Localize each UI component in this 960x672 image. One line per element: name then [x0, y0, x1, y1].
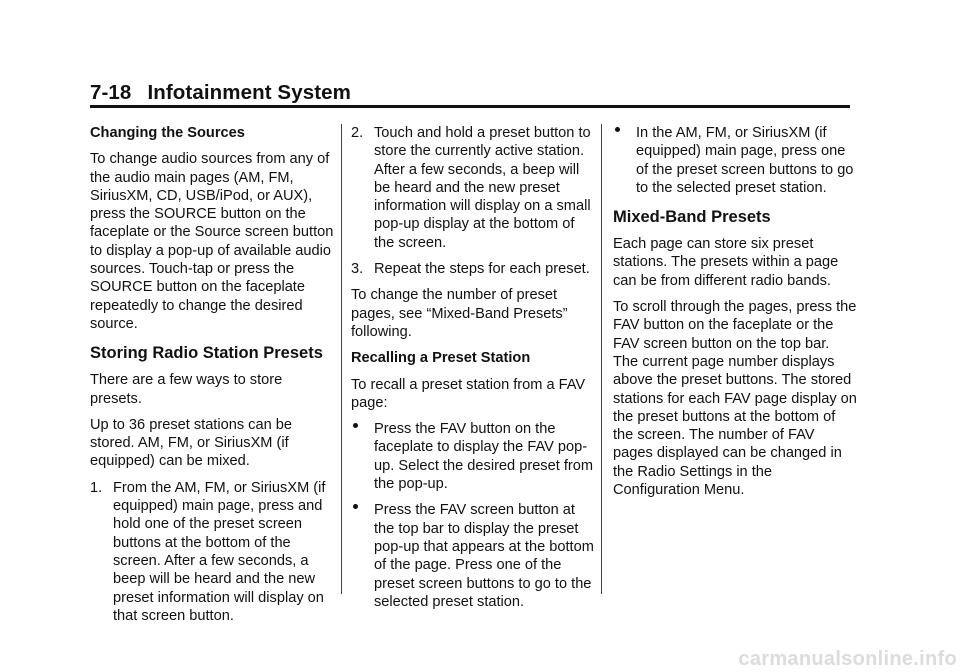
bullet-item — [351, 501, 596, 611]
page-header — [90, 80, 850, 106]
bullet-text: Press the FAV button on the faceplate to display the FAV pop-up. Select the desired preset from the pop-up. — [374, 421, 594, 493]
page-number: 7-18 — [90, 81, 132, 104]
paragraph-preset-count: Up to 36 preset stations can be stored. AM, FM, or SiriusXM (if equipped) can be mixed. — [90, 416, 293, 470]
heading-mixed-band-presets: Mixed-Band Presets — [613, 208, 771, 227]
heading-changing-sources: Changing the Sources — [90, 125, 245, 141]
column-1 — [90, 124, 335, 633]
paragraph-changing-sources: To change audio sources from any of the audio main pages (AM, FM, SiriusXM, CD, USB/iPod, or AUX), press the SOURCE button on the faceplate or the Source screen button to display a pop-up of available audio sources. Touch-tap or press the SOURCE button on the faceplate repeatedly to change the desired source. — [90, 151, 334, 332]
column-divider-right — [601, 124, 602, 594]
paragraph-change-pages: To change the number of preset pages, see “Mixed-Band Presets” following. — [351, 287, 568, 340]
bullet-text: In the AM, FM, or SiriusXM (if equipped) main page, press one of the preset screen buttons to go to the selected preset station. — [636, 125, 854, 196]
paragraph-ways: There are a few ways to store presets. — [90, 372, 283, 407]
step-3 — [351, 260, 596, 278]
bullet-icon — [353, 423, 358, 428]
step-3-text: Repeat the steps for each preset. — [374, 261, 590, 278]
section-title: Infotainment System — [147, 81, 351, 104]
step-2-number: 2. — [351, 125, 364, 141]
header-rule — [90, 105, 850, 108]
heading-storing-presets: Storing Radio Station Presets — [90, 344, 323, 363]
column-3 — [613, 124, 858, 507]
step-2-text: Touch and hold a preset button to store the currently active station. After a few seconds, a beep will be heard and the new preset information will display on a small pop-up display at the bottom of the screen. — [374, 125, 591, 251]
bullet-icon — [615, 127, 620, 132]
step-1-number: 1. — [90, 479, 103, 496]
step-2 — [351, 124, 596, 252]
paragraph-recall: To recall a preset station from a FAV page: — [351, 376, 586, 411]
step-3-number: 3. — [351, 261, 364, 278]
bullet-icon — [353, 504, 358, 509]
step-1-text: From the AM, FM, or SiriusXM (if equipped) main page, press and hold one of the preset screen buttons at the bottom of the screen. After a few seconds, a beep will be heard and the new preset information will display on that screen button. — [113, 479, 326, 624]
column-2 — [351, 124, 596, 619]
step-1 — [90, 479, 335, 625]
paragraph-mixed-band: Each page can store six preset stations. The presets within a page can be from different radio bands. — [613, 236, 839, 289]
paragraph-scroll-pages: To scroll through the pages, press the FAV button on the faceplate or the FAV screen button on the top bar. The current page number displays above the preset buttons. The stored stations for each FAV page display on the preset buttons at the bottom of the screen. The number of FAV pages displayed can be changed in the Radio Settings in the Configuration Menu. — [613, 299, 857, 499]
column-divider-left — [341, 124, 342, 594]
bullet-item — [613, 124, 858, 197]
bullet-item — [351, 420, 596, 493]
bullet-text: Press the FAV screen button at the top bar to display the preset pop-up that appears at the bottom of the page. Press one of the preset screen buttons to go to the selected preset station. — [374, 502, 594, 610]
heading-recalling-preset: Recalling a Preset Station — [351, 350, 531, 367]
watermark: carmanualsonline.info — [738, 648, 957, 670]
